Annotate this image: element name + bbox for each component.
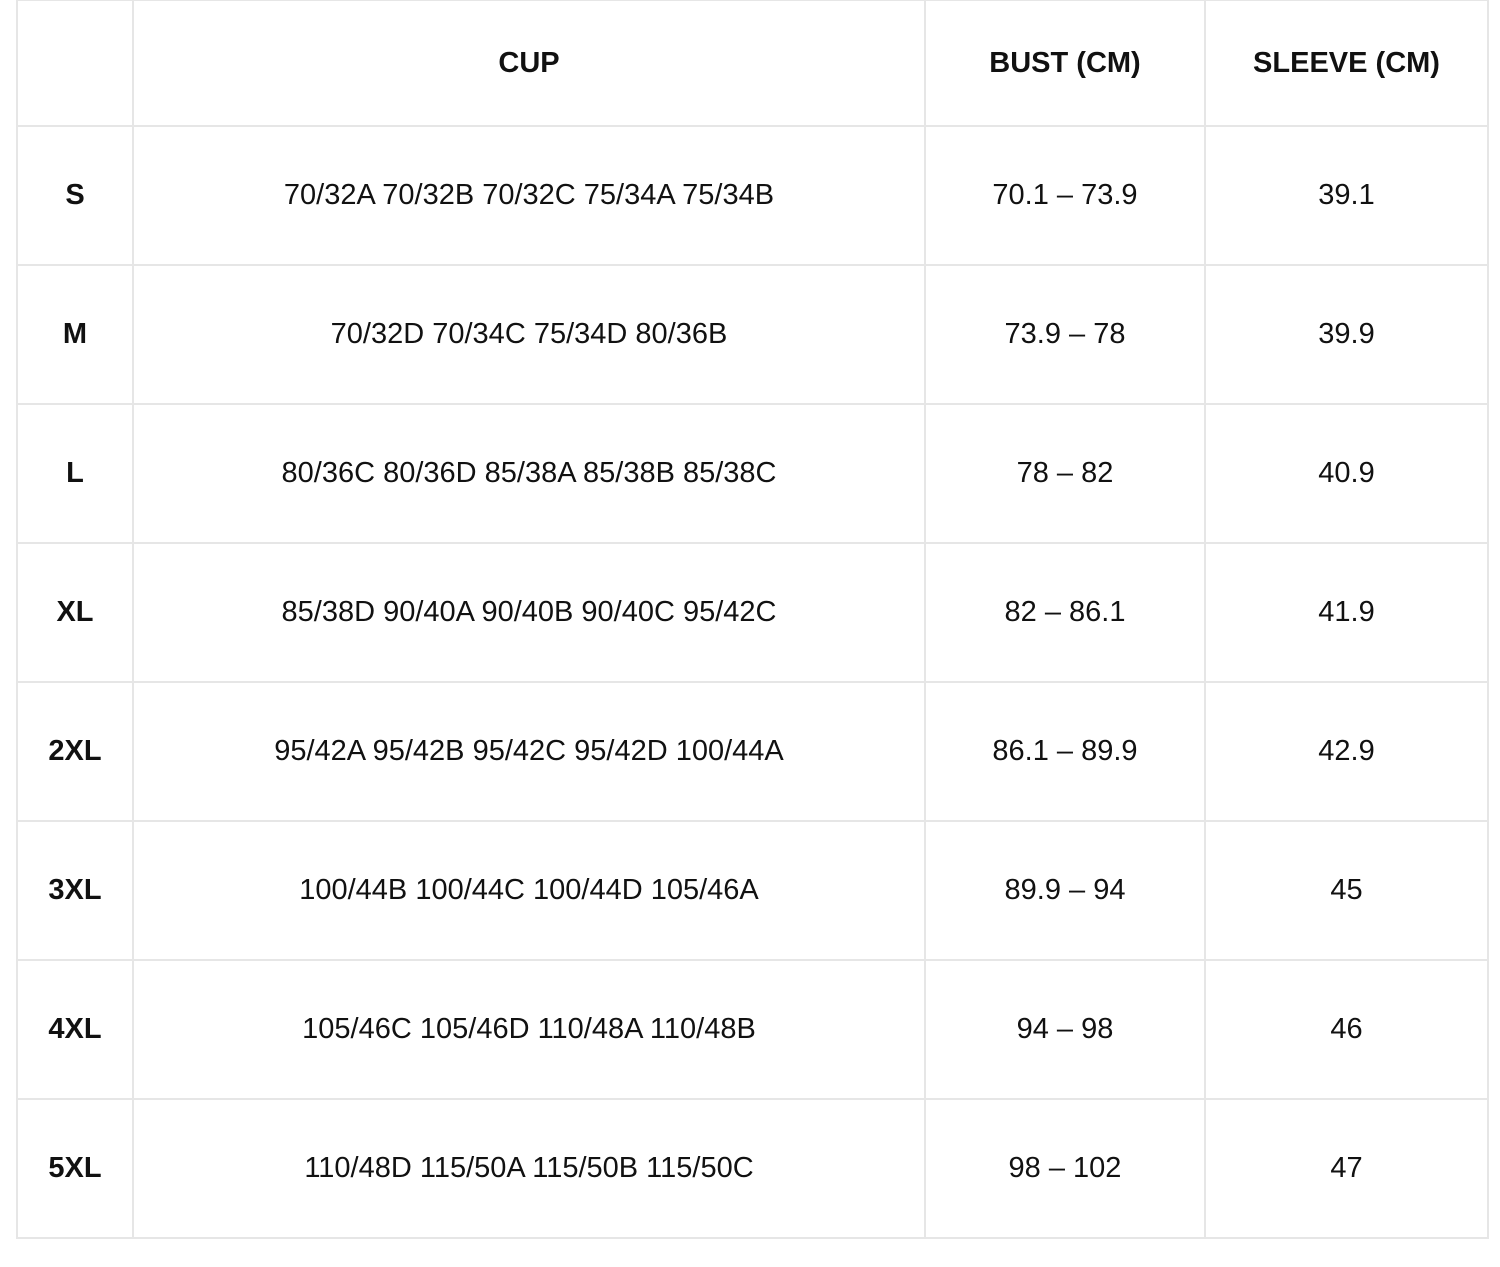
bust-cell: 94 – 98 [925, 960, 1205, 1099]
size-cell: L [17, 404, 133, 543]
size-cell: 3XL [17, 821, 133, 960]
header-size [17, 0, 133, 126]
table-row [17, 682, 1488, 821]
sleeve-cell: 39.9 [1205, 265, 1488, 404]
cup-cell: 100/44B 100/44C 100/44D 105/46A [133, 821, 925, 960]
sleeve-cell: 41.9 [1205, 543, 1488, 682]
size-cell: 2XL [17, 682, 133, 821]
size-chart-table [16, 0, 1489, 1239]
cup-cell: 70/32A 70/32B 70/32C 75/34A 75/34B [133, 126, 925, 265]
sleeve-cell: 39.1 [1205, 126, 1488, 265]
sleeve-cell: 42.9 [1205, 682, 1488, 821]
bust-cell: 70.1 – 73.9 [925, 126, 1205, 265]
cup-cell: 70/32D 70/34C 75/34D 80/36B [133, 265, 925, 404]
header-cup: CUP [133, 0, 925, 126]
cup-cell: 110/48D 115/50A 115/50B 115/50C [133, 1099, 925, 1238]
cup-cell: 85/38D 90/40A 90/40B 90/40C 95/42C [133, 543, 925, 682]
size-cell: 4XL [17, 960, 133, 1099]
bust-cell: 82 – 86.1 [925, 543, 1205, 682]
bust-cell: 73.9 – 78 [925, 265, 1205, 404]
size-cell: S [17, 126, 133, 265]
bust-cell: 98 – 102 [925, 1099, 1205, 1238]
sleeve-cell: 40.9 [1205, 404, 1488, 543]
table-row [17, 126, 1488, 265]
header-sleeve: SLEEVE (CM) [1205, 0, 1488, 126]
size-cell: M [17, 265, 133, 404]
table-row [17, 1099, 1488, 1238]
cup-cell: 105/46C 105/46D 110/48A 110/48B [133, 960, 925, 1099]
sleeve-cell: 45 [1205, 821, 1488, 960]
sleeve-cell: 46 [1205, 960, 1488, 1099]
size-cell: 5XL [17, 1099, 133, 1238]
cup-cell: 95/42A 95/42B 95/42C 95/42D 100/44A [133, 682, 925, 821]
header-row [17, 0, 1488, 126]
table-row [17, 543, 1488, 682]
cup-cell: 80/36C 80/36D 85/38A 85/38B 85/38C [133, 404, 925, 543]
sleeve-cell: 47 [1205, 1099, 1488, 1238]
table-row [17, 960, 1488, 1099]
table-body [17, 126, 1488, 1238]
size-cell: XL [17, 543, 133, 682]
table-row [17, 265, 1488, 404]
table-row [17, 821, 1488, 960]
table-row [17, 404, 1488, 543]
bust-cell: 78 – 82 [925, 404, 1205, 543]
table-header [17, 0, 1488, 126]
header-bust: BUST (CM) [925, 0, 1205, 126]
bust-cell: 86.1 – 89.9 [925, 682, 1205, 821]
bust-cell: 89.9 – 94 [925, 821, 1205, 960]
